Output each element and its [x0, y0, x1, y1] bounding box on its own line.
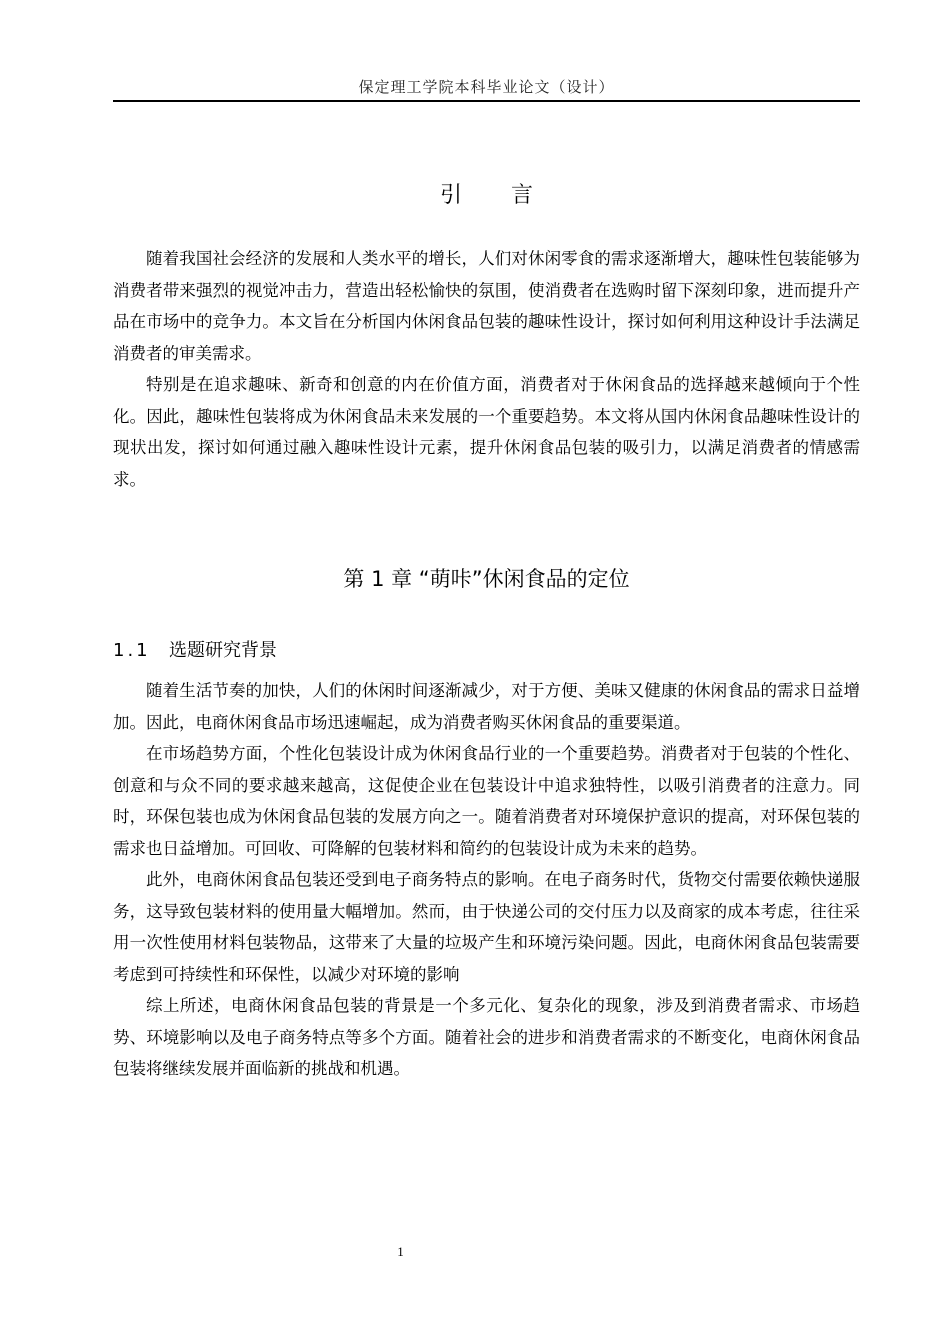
- running-header: 保定理工学院本科毕业论文（设计）: [358, 78, 615, 96]
- section-paragraph: 综上所述，电商休闲食品包装的背景是一个多元化、复杂化的现象，涉及到消费者需求、市场趋势、环境影响以及电子商务特点等多个方面。随着社会的进步和消费者需求的不断变化，电商休闲食品包装将继续发展并面临新的挑战和机遇。: [113, 996, 860, 1078]
- section-paragraph: 在市场趋势方面，个性化包装设计成为休闲食品行业的一个重要趋势。消费者对于包装的个性化、创意和与众不同的要求越来越高，这促使企业在包装设计中追求独特性，以吸引消费者的注意力。同时，环保包装也成为休闲食品包装的发展方向之一。随着消费者对环境保护意识的提高，对环保包装的需求也日益增加。可回收、可降解的包装材料和简约的包装设计成为未来的趋势。: [113, 744, 860, 858]
- page-number: 1: [397, 1244, 404, 1259]
- intro-body: [113, 243, 860, 495]
- section-number: 1.1: [113, 640, 151, 661]
- section-paragraph: 随着生活节奏的加快，人们的休闲时间逐渐减少，对于方便、美味又健康的休闲食品的需求日益增加。因此，电商休闲食品市场迅速崛起，成为消费者购买休闲食品的重要渠道。: [113, 681, 860, 732]
- section-paragraph: 此外，电商休闲食品包装还受到电子商务特点的影响。在电子商务时代，货物交付需要依赖快递服务，这导致包装材料的使用量大幅增加。然而，由于快递公司的交付压力以及商家的成本考虑，往往采用一次性使用材料包装物品，这带来了大量的垃圾产生和环境污染问题。因此，电商休闲食品包装需要考虑到可持续性和环保性，以减少对环境的影响: [113, 870, 860, 984]
- header-divider: [113, 100, 860, 102]
- intro-paragraph: 特别是在追求趣味、新奇和创意的内在价值方面，消费者对于休闲食品的选择越来越倾向于个性化。因此，趣味性包装将成为休闲食品未来发展的一个重要趋势。本文将从国内休闲食品趣味性设计的现状出发，探讨如何通过融入趣味性设计元素，提升休闲食品包装的吸引力，以满足消费者的情感需求。: [113, 375, 860, 489]
- intro-paragraph: 随着我国社会经济的发展和人类水平的增长，人们对休闲零食的需求逐渐增大，趣味性包装能够为消费者带来强烈的视觉冲击力，营造出轻松愉快的氛围，使消费者在选购时留下深刻印象，进而提升产品在市场中的竞争力。本文旨在分析国内休闲食品包装的趣味性设计，探讨如何利用这种设计手法满足消费者的审美需求。: [113, 249, 860, 363]
- section-body: [113, 675, 860, 1085]
- section-title-text: 选题研究背景: [169, 640, 277, 661]
- section-heading: [113, 636, 277, 662]
- chapter-heading: 第 1 章 “萌咔”休闲食品的定位: [343, 567, 630, 591]
- intro-heading: 引 言: [440, 183, 533, 208]
